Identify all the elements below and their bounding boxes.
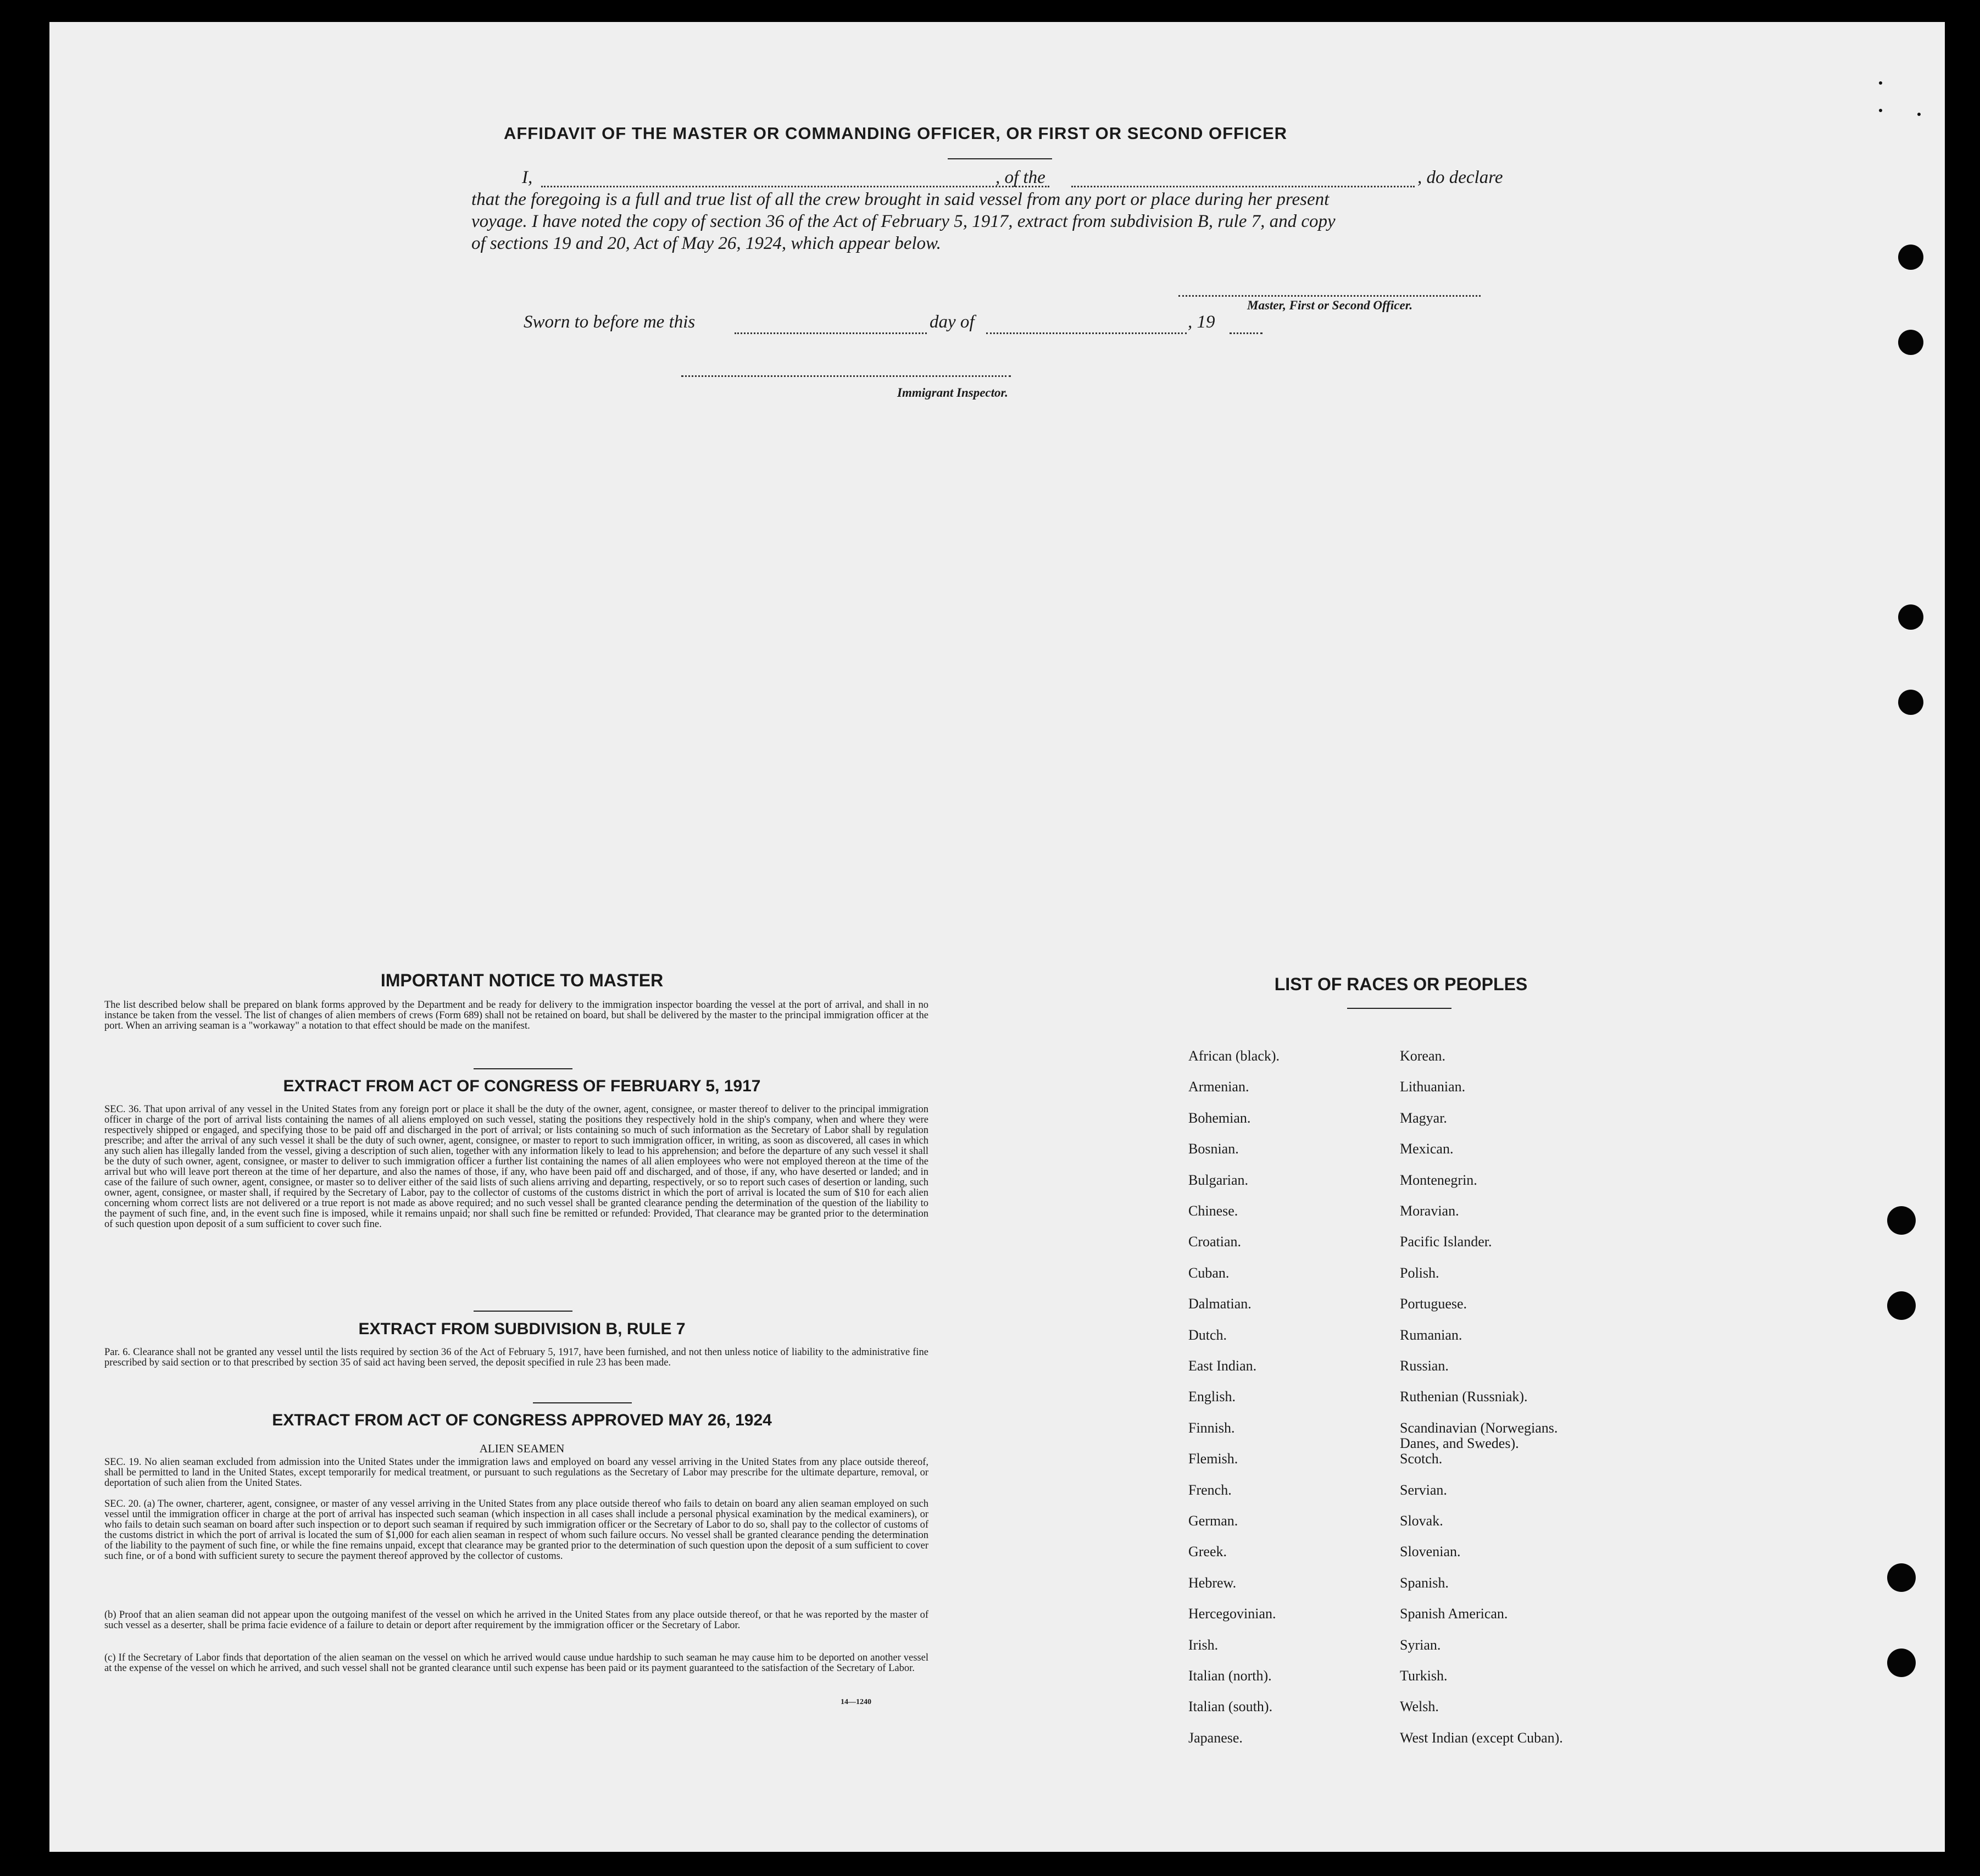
race-item: Japanese. — [1188, 1730, 1243, 1746]
sworn-month-blank[interactable] — [986, 332, 1187, 334]
race-item: Scandinavian (Norwegians. Danes, and Swedes). — [1400, 1420, 1558, 1451]
race-item: Servian. — [1400, 1482, 1447, 1498]
vessel-blank — [1071, 186, 1415, 187]
sec19-text: SEC. 19. No alien seaman excluded from admission into the United States under the immigration laws and employed on board any vessel arriving in the United States from any place outside thereof, shall be permitted to land in the United States, except temporarily for medical treatment, or pursuant to such regulations as the Secretary of Labor may prescribe for the ultimate departure, removal, or deportation of such alien from the United States. — [104, 1457, 928, 1489]
sec20a-text: SEC. 20. (a) The owner, charterer, agent, consignee, or master of any vessel arriving in the United States from any place outside thereof who fails to detain on board any alien seaman employed on such vessel until the immigration officer in charge at the port of arrival has inspected such seaman (which inspection in all cases shall include a personal physical examination by the medical examiners), or who fails to detain such seaman on board after such inspection or to deport such seaman if required by such immigration officer or the Secretary of Labor to do so, shall pay to the collector of customs of the customs district in which the port of arrival is located the sum of $1,000 for each alien seaman in respect of whom such failure occurs. No vessel shall be granted clearance pending the determination of the liability to the payment of such fine, or while the fine remains unpaid, except that clearance may be granted prior to the determination of such question upon the deposit of a sum sufficient to cover such fine, or of a bond with sufficient surety to secure the payment thereof approved by the collector of customs. — [104, 1498, 928, 1562]
race-item: Rumanian. — [1400, 1327, 1462, 1343]
binder-hole — [1887, 1206, 1916, 1235]
race-item: Russian. — [1400, 1358, 1449, 1374]
race-item: Slovak. — [1400, 1513, 1443, 1529]
race-item: Turkish. — [1400, 1668, 1448, 1684]
race-item: French. — [1188, 1482, 1232, 1498]
race-item: Finnish. — [1188, 1420, 1235, 1436]
affidavit-title: AFFIDAVIT OF THE MASTER OR COMMANDING OFFICER, OR FIRST OR SECOND OFFICER — [503, 124, 1288, 143]
title-underline — [948, 158, 1052, 159]
race-item: Korean. — [1400, 1048, 1446, 1064]
sec20b-text: (b) Proof that an alien seaman did not appear upon the outgoing manifest of the vessel on which he arrived in the United States from any place outside thereof, or that he was reported by the master of such vessel as a deserter, shall be prima facie evidence of a failure to detain or deport after requirement by the immigration officer or the Secretary of Labor. — [104, 1609, 928, 1631]
form-sheet — [49, 22, 1945, 1852]
races-title: LIST OF RACES OR PEOPLES — [1274, 974, 1528, 994]
race-item: Hebrew. — [1188, 1575, 1237, 1591]
alien-seamen-subtitle: ALIEN SEAMEN — [479, 1442, 565, 1455]
race-item: Chinese. — [1188, 1203, 1238, 1219]
affidavit-line1-start: I, — [522, 168, 533, 187]
race-item: Pacific Islander. — [1400, 1234, 1492, 1250]
extract-1917-divider — [474, 1311, 572, 1312]
notice-title: IMPORTANT NOTICE TO MASTER — [380, 970, 664, 990]
race-item: Italian (north). — [1188, 1668, 1272, 1684]
race-item: Spanish. — [1400, 1575, 1449, 1591]
binder-hole — [1887, 1291, 1916, 1320]
race-item: Slovenian. — [1400, 1544, 1461, 1559]
scan-speck — [1917, 113, 1921, 116]
race-item: African (black). — [1188, 1048, 1280, 1064]
race-item: West Indian (except Cuban). — [1400, 1730, 1563, 1746]
race-item: Mexican. — [1400, 1141, 1454, 1157]
rule7-title: EXTRACT FROM SUBDIVISION B, RULE 7 — [358, 1320, 686, 1338]
binder-hole — [1898, 330, 1923, 355]
race-item: Scotch. — [1400, 1451, 1443, 1467]
race-item: Cuban. — [1188, 1265, 1230, 1281]
race-item: Hercegovinian. — [1188, 1606, 1276, 1622]
sworn-mid: day of — [930, 312, 975, 332]
sworn-year-blank[interactable] — [1230, 332, 1262, 334]
sec20c-text: (c) If the Secretary of Labor finds that deportation of the alien seaman on the vessel on which he arrived would cause undue hardship to such seaman he may cause him to be deported on another vessel at the expense of the vessel on which he arrived, and such vessel shall not be granted clearance until such expense has been paid or its payment guaranteed to the satisfaction of the Secretary of Labor. — [104, 1652, 928, 1674]
race-item: Croatian. — [1188, 1234, 1242, 1250]
race-item: Portuguese. — [1400, 1296, 1467, 1312]
race-item: English. — [1188, 1389, 1236, 1405]
race-item: Dutch. — [1188, 1327, 1227, 1343]
scan-speck — [1879, 81, 1882, 85]
race-item: Greek. — [1188, 1544, 1227, 1559]
race-item: East Indian. — [1188, 1358, 1257, 1374]
binder-hole — [1887, 1563, 1916, 1592]
race-item: Irish. — [1188, 1637, 1219, 1653]
race-item: Magyar. — [1400, 1110, 1447, 1126]
race-item: Moravian. — [1400, 1203, 1459, 1219]
race-item: Polish. — [1400, 1265, 1439, 1281]
extract-1924-title: EXTRACT FROM ACT OF CONGRESS APPROVED MAY 26, 1924 — [272, 1411, 772, 1429]
affidavit-line2: that the foregoing is a full and true list of all the crew brought in said vessel from any port or place during her present — [471, 190, 1330, 209]
affidavit-line1-mid: , of the — [995, 168, 1045, 187]
extract-1917-text: SEC. 36. That upon arrival of any vessel in the United States from any foreign port or place it shall be the duty of the owner, agent, consignee, or master thereof to deliver to the principal immigration officer in charge of the port of arrival lists containing the names of all aliens employed on such vessel, stating the positions they respectively hold in the ship's company, when and where they were respectively shipped or engaged, and specifying those to be paid off and discharged in the port of arrival; or lists containing so much of such information as the Secretary of Labor shall by regulation prescribe; and after the arrival of any such vessel it shall be the duty of such owner, agent, consignee, or master to report to such immigration officer, in writing, as soon as discovered, all cases in which any such alien has illegally landed from the vessel, giving a description of such alien, together with any information likely to lead to his apprehension; and before the departure of any such vessel it shall be the duty of such owner, agent, consignee, or master to deliver to such immigration officer a further list containing the names of all alien employees who were not employed thereon at the time of the arrival but who will leave port thereon at the time of her departure, and also the names of those, if any, who have been paid off and discharged, and of those, if any, who have deserted or landed; and in case of the failure of such owner, agent, consignee, or master so to deliver either of the said lists of such aliens arriving and departing, respectively, or so to report such cases of desertion or landing, such owner, agent, consignee, or master shall, if required by the Secretary of Labor, pay to the collector of customs of the customs district in which the port of arrival is located the sum of $10 for each alien concerning whom correct lists are not delivered or a true report is not made as above required; and no such vessel shall be granted clearance pending the determination of the question of the liability to the payment of such fine, and, in the event such fine is imposed, while it remains unpaid; nor shall such fine be remitted or refunded: Provided, That clearance may be granted prior to the determination of such question upon deposit of a sum sufficient to cover such fine. — [104, 1104, 928, 1230]
race-item: Ruthenian (Russniak). — [1400, 1389, 1528, 1405]
race-item: Spanish American. — [1400, 1606, 1508, 1622]
name-blank — [541, 186, 1049, 187]
race-item: Flemish. — [1188, 1451, 1238, 1467]
race-item: Italian (south). — [1188, 1699, 1273, 1714]
extract-1917-title: EXTRACT FROM ACT OF CONGRESS OF FEBRUARY 5, 1917 — [283, 1077, 761, 1095]
inspector-label: Immigrant Inspector. — [897, 386, 1008, 399]
binder-hole — [1898, 690, 1923, 715]
notice-text: The list described below shall be prepared on blank forms approved by the Department and be ready for delivery to the immigration inspector boarding the vessel at the port of arrival, and shall in no instance be taken from the vessel. The list of changes of alien members of crews (Form 689) shall not be retained on board, but shall be delivered by the master to the principal immigration officer at the port. When an arriving seaman is a "workaway" a notation to that effect should be made on the manifest. — [104, 1000, 928, 1031]
master-signature-line[interactable] — [1178, 295, 1481, 297]
binder-hole — [1898, 604, 1923, 630]
race-item: Bulgarian. — [1188, 1172, 1249, 1188]
scan-speck — [1879, 109, 1882, 112]
sworn-end: , 19 — [1188, 312, 1215, 332]
binder-hole — [1887, 1649, 1916, 1677]
master-label: Master, First or Second Officer. — [1247, 298, 1413, 312]
race-item: Lithuanian. — [1400, 1079, 1466, 1095]
race-item: Montenegrin. — [1400, 1172, 1477, 1188]
race-item: Syrian. — [1400, 1637, 1441, 1653]
race-item: German. — [1188, 1513, 1238, 1529]
rule7-text: Par. 6. Clearance shall not be granted any vessel until the lists required by section 36 of the Act of February 5, 1917, have been furnished, and not then unless notice of liability to the administrative fine prescribed by said section or to that prescribed by section 35 of said act having been served, the deposit specified in rule 23 has been made. — [104, 1347, 928, 1368]
race-item: Bohemian. — [1188, 1110, 1251, 1126]
affidavit-line3: voyage. I have noted the copy of section 36 of the Act of February 5, 1917, extract from subdivision B, rule 7, and copy — [471, 212, 1336, 231]
races-divider — [1347, 1008, 1451, 1009]
notice-divider — [474, 1068, 572, 1069]
affidavit-line1-end: , do declare — [1417, 168, 1503, 187]
rule7-divider — [533, 1402, 632, 1403]
sworn-start: Sworn to before me this — [524, 312, 696, 332]
race-item: Armenian. — [1188, 1079, 1249, 1095]
inspector-signature-line[interactable] — [681, 375, 1011, 377]
binder-hole — [1898, 245, 1923, 270]
race-item: Bosnian. — [1188, 1141, 1239, 1157]
race-item: Dalmatian. — [1188, 1296, 1252, 1312]
form-number: 14—1240 — [841, 1698, 871, 1706]
sworn-date-blank[interactable] — [735, 332, 927, 334]
affidavit-line4: of sections 19 and 20, Act of May 26, 1924, which appear below. — [471, 234, 941, 253]
race-item: Welsh. — [1400, 1699, 1439, 1714]
